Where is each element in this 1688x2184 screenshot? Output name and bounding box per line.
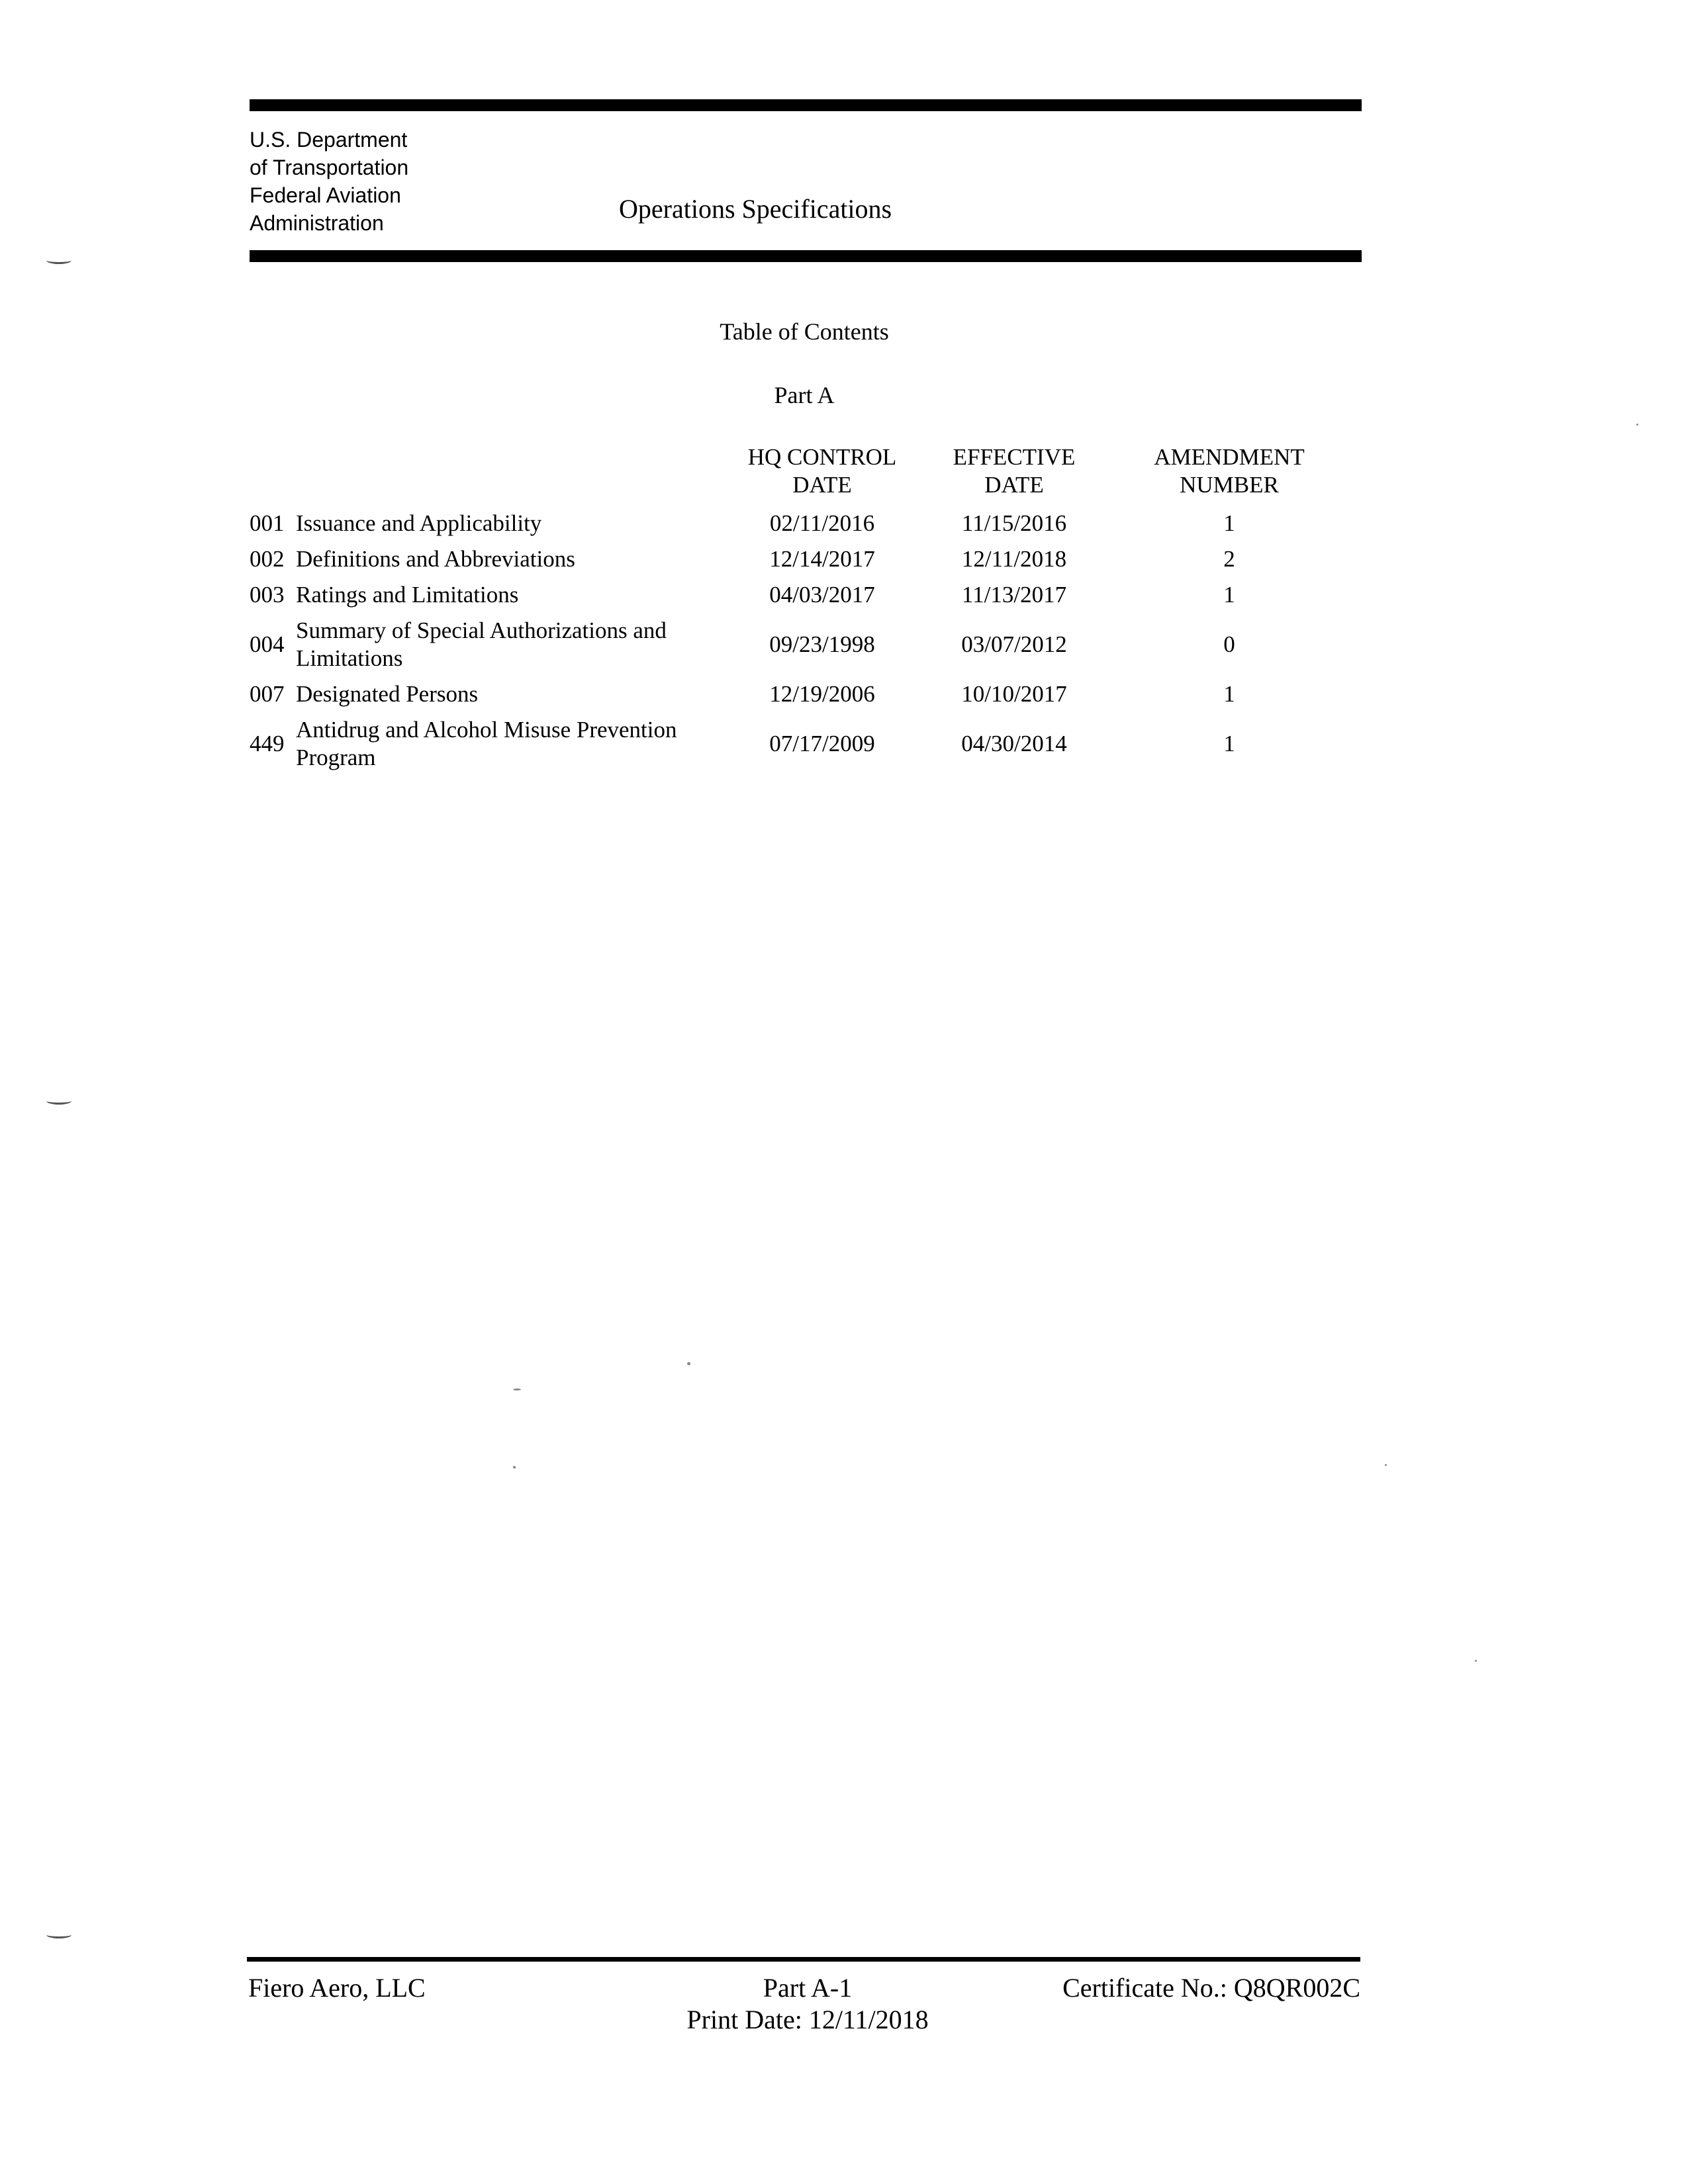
scan-hole-mark bbox=[46, 257, 71, 264]
table-row bbox=[250, 577, 1348, 613]
footer-company: Fiero Aero, LLC bbox=[248, 1973, 426, 2003]
row-number: 449 bbox=[250, 731, 285, 756]
table-row bbox=[250, 712, 1348, 776]
row-amendment-number: 1 bbox=[1223, 582, 1235, 608]
row-title: Ratings and Limitations bbox=[296, 582, 519, 608]
row-effective-date: 10/10/2017 bbox=[961, 681, 1067, 707]
scan-speck bbox=[1385, 1464, 1387, 1466]
col-hq-line-2: DATE bbox=[792, 472, 852, 498]
toc-header-row bbox=[250, 443, 1348, 506]
document-title: Operations Specifications bbox=[619, 194, 892, 224]
agency-line-3: Federal Aviation bbox=[250, 183, 401, 207]
row-amendment-number: 0 bbox=[1223, 631, 1235, 657]
row-hq-control-date: 02/11/2016 bbox=[769, 510, 875, 536]
row-effective-date: 11/13/2017 bbox=[961, 582, 1067, 608]
footer-print-date: Print Date: 12/11/2018 bbox=[686, 2005, 929, 2034]
col-amd-line-2: NUMBER bbox=[1180, 472, 1279, 498]
row-effective-date: 04/30/2014 bbox=[961, 731, 1067, 756]
row-number: 007 bbox=[250, 681, 285, 707]
row-title: Designated Persons bbox=[296, 681, 479, 707]
table-row bbox=[250, 506, 1348, 541]
row-number: 004 bbox=[250, 631, 285, 657]
row-amendment-number: 1 bbox=[1223, 681, 1235, 707]
col-amd-line-1: AMENDMENT bbox=[1154, 444, 1305, 470]
col-hq-line-1: HQ CONTROL bbox=[747, 444, 897, 470]
col-eff-line-1: EFFECTIVE bbox=[953, 444, 1076, 470]
header-bottom-rule bbox=[250, 250, 1362, 262]
col-number-header bbox=[250, 443, 296, 506]
col-hq-control-date-header bbox=[726, 443, 918, 506]
scan-speck bbox=[513, 1388, 521, 1390]
footer-page-info bbox=[649, 1972, 966, 2036]
row-hq-control-date: 12/19/2006 bbox=[769, 681, 875, 707]
row-amendment-number: 2 bbox=[1223, 546, 1235, 572]
scan-speck bbox=[1475, 1660, 1477, 1662]
scan-hole-mark bbox=[46, 1931, 71, 1938]
scan-speck bbox=[687, 1362, 690, 1365]
header-top-rule bbox=[250, 99, 1362, 111]
table-row bbox=[250, 613, 1348, 676]
toc-table bbox=[250, 443, 1348, 776]
table-row bbox=[250, 676, 1348, 712]
table-row bbox=[250, 541, 1348, 577]
row-hq-control-date: 09/23/1998 bbox=[769, 631, 875, 657]
scan-speck bbox=[513, 1466, 516, 1469]
agency-name bbox=[250, 126, 408, 237]
row-number: 001 bbox=[250, 510, 285, 536]
row-amendment-number: 1 bbox=[1223, 510, 1235, 536]
col-eff-line-2: DATE bbox=[984, 472, 1044, 498]
scan-hole-mark bbox=[46, 1097, 71, 1105]
row-number: 002 bbox=[250, 546, 285, 572]
agency-line-2: of Transportation bbox=[250, 156, 409, 179]
row-title: Issuance and Applicability bbox=[296, 510, 542, 536]
agency-line-1: U.S. Department bbox=[250, 128, 408, 152]
row-title: Antidrug and Alcohol Misuse Prevention Program bbox=[296, 717, 677, 770]
scan-speck bbox=[1636, 424, 1638, 426]
agency-line-4: Administration bbox=[250, 211, 384, 235]
row-hq-control-date: 04/03/2017 bbox=[769, 582, 875, 608]
footer-page-number: Part A-1 bbox=[763, 1973, 853, 2003]
footer-certificate: Certificate No.: Q8QR002C bbox=[1062, 1973, 1360, 2003]
row-effective-date: 03/07/2012 bbox=[961, 631, 1067, 657]
row-hq-control-date: 07/17/2009 bbox=[769, 731, 875, 756]
row-title: Definitions and Abbreviations bbox=[296, 546, 575, 572]
col-title-header bbox=[296, 443, 726, 506]
col-amendment-number-header bbox=[1110, 443, 1348, 506]
row-effective-date: 11/15/2016 bbox=[961, 510, 1067, 536]
row-amendment-number: 1 bbox=[1223, 731, 1235, 756]
col-effective-date-header bbox=[918, 443, 1110, 506]
row-effective-date: 12/11/2018 bbox=[961, 546, 1067, 572]
part-heading: Part A bbox=[774, 382, 835, 408]
row-title: Summary of Special Authorizations and Limitations bbox=[296, 617, 667, 671]
row-hq-control-date: 12/14/2017 bbox=[769, 546, 875, 572]
toc-heading: Table of Contents bbox=[720, 318, 889, 345]
footer-rule bbox=[247, 1957, 1360, 1962]
row-number: 003 bbox=[250, 582, 285, 608]
